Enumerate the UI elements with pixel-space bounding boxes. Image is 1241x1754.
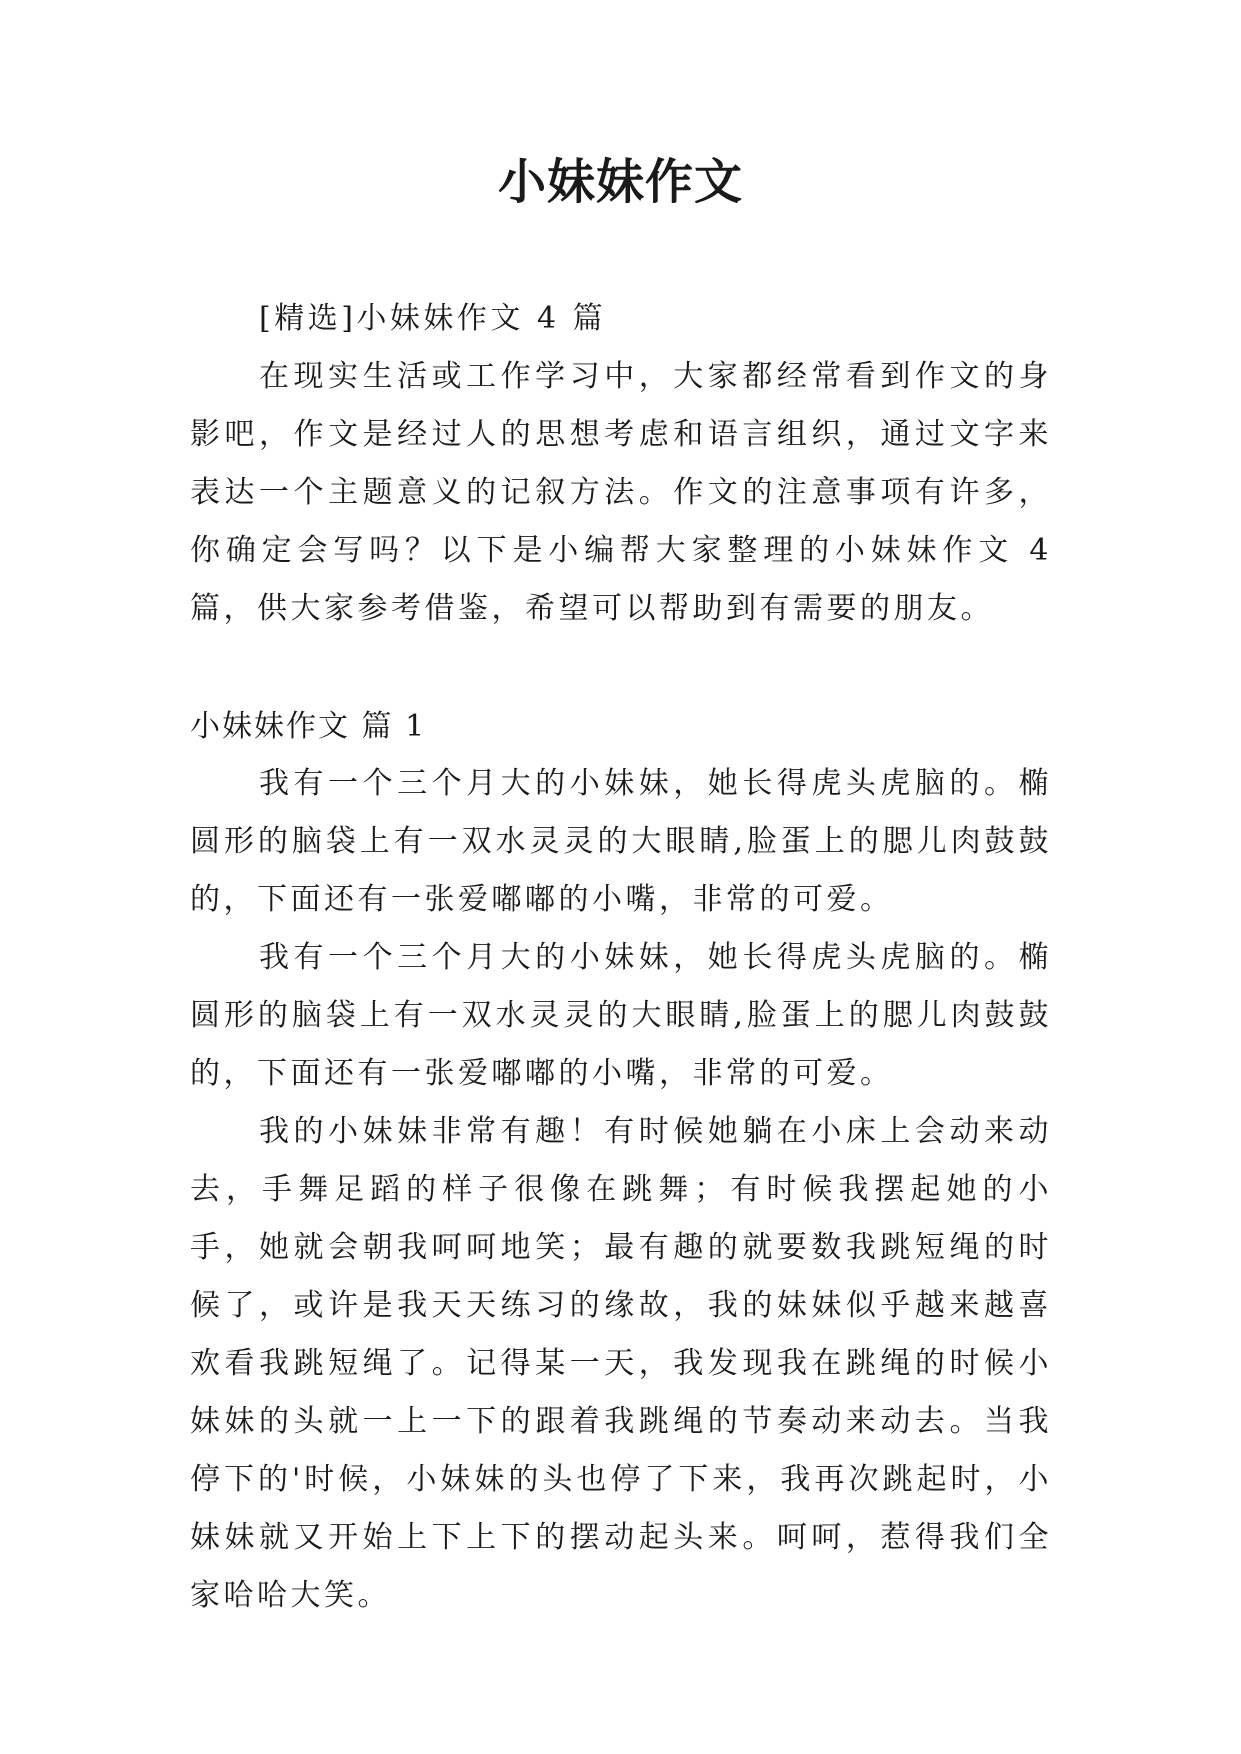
- section-paragraph-1: 我有一个三个月大的小妹妹，她长得虎头虎脑的。椭圆形的脑袋上有一双水灵灵的大眼睛,脸蛋上的腮儿肉鼓鼓的，下面还有一张爱嘟嘟的小嘴，非常的可爱。: [190, 766, 1052, 917]
- section-body: [190, 755, 1052, 1625]
- section-heading: 小妹妹作文 篇 1: [190, 709, 427, 744]
- intro-paragraph: 在现实生活或工作学习中，大家都经常看到作文的身影吧，作文是经过人的思想考虑和语言组织，通过文字来表达一个主题意义的记叙方法。作文的注意事项有许多，你确定会写吗？以下是小编帮大家整理的小妹妹作文 4 篇，供大家参考借鉴，希望可以帮助到有需要的朋友。: [190, 359, 1052, 626]
- document-title: 小妹妹作文: [497, 154, 743, 210]
- section-paragraph-3: 我的小妹妹非常有趣！有时候她躺在小床上会动来动去，手舞足蹈的样子很像在跳舞；有时候我摆起她的小手，她就会朝我呵呵地笑；最有趣的就要数我跳短绳的时候了，或许是我天天练习的缘故，我的妹妹似乎越来越喜欢看我跳短绳了。记得某一天，我发现我在跳绳的时候小妹妹的头就一上一下的跟着我跳绳的节奏动来动去。当我停下的'时候，小妹妹的头也停了下来，我再次跳起时，小妹妹就又开始上下上下的摆动起头来。呵呵，惹得我们全家哈哈大笑。: [190, 1114, 1052, 1613]
- intro-heading-line: [精选]小妹妹作文 4 篇: [259, 301, 607, 336]
- intro-block: [190, 290, 1052, 638]
- section-paragraph-2: 我有一个三个月大的小妹妹，她长得虎头虎脑的。椭圆形的脑袋上有一双水灵灵的大眼睛,脸蛋上的腮儿肉鼓鼓的，下面还有一张爱嘟嘟的小嘴，非常的可爱。: [190, 940, 1052, 1091]
